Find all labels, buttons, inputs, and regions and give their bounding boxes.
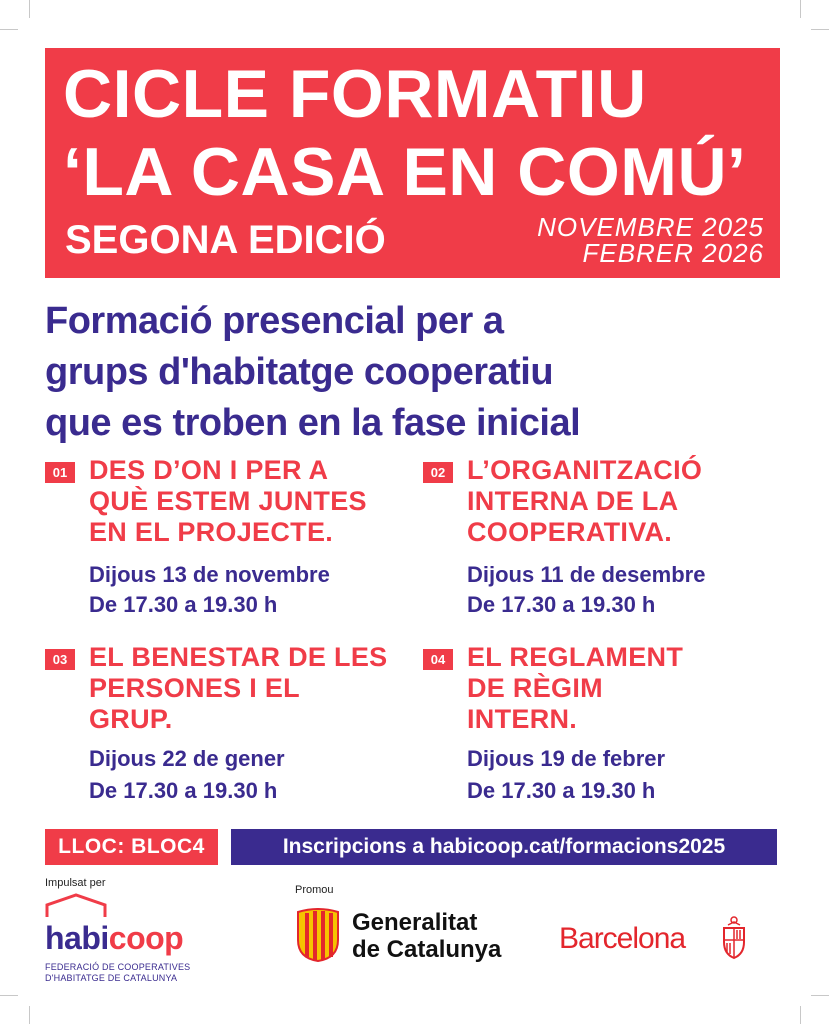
session-date: Dijous 22 de gener	[89, 746, 285, 771]
habicoop-tagline-line-2: D'HABITATGE DE CATALUNYA	[45, 973, 178, 983]
registration-link[interactable]: Inscripcions a habicoop.cat/formacions2025	[231, 829, 777, 865]
crop-mark	[0, 29, 18, 30]
session-date: Dijous 13 de novembre	[89, 562, 330, 587]
habicoop-logo-part1: habi	[45, 920, 109, 956]
barcelona-coat-of-arms-icon	[718, 916, 750, 960]
subtitle-line-3: que es troben en la fase inicial	[45, 402, 581, 444]
crop-mark	[811, 29, 829, 30]
edition-label: SEGONA EDICIÓ	[65, 218, 386, 262]
session-title: EL BENESTAR DE LES PERSONES I EL GRUP.	[89, 642, 388, 734]
crop-mark	[800, 0, 801, 18]
subtitle-line-1: Formació presencial per a	[45, 300, 504, 342]
habicoop-tagline	[45, 962, 190, 984]
subtitle	[45, 296, 785, 449]
session-number: 04	[423, 649, 453, 670]
crop-mark	[0, 995, 18, 996]
promou-label: Promou	[295, 884, 334, 896]
session-title: L’ORGANITZACIÓ INTERNA DE LA COOPERATIVA.	[467, 455, 703, 547]
crop-mark	[800, 1006, 801, 1024]
crop-mark	[29, 0, 30, 18]
session-date: Dijous 11 de desembre	[467, 562, 706, 587]
location-badge: LLOC: BLOC4	[45, 829, 218, 865]
generalitat-logo	[352, 909, 501, 963]
subtitle-line-2: grups d'habitatge cooperatiu	[45, 351, 554, 393]
house-roof-icon	[45, 893, 107, 919]
date-start: NOVEMBRE 2025	[537, 212, 764, 242]
session-number: 03	[45, 649, 75, 670]
impulsat-label: Impulsat per	[45, 877, 106, 889]
session-number: 02	[423, 462, 453, 483]
crop-mark	[29, 1006, 30, 1024]
session-time: De 17.30 a 19.30 h	[89, 592, 278, 617]
date-end: FEBRER 2026	[582, 238, 764, 268]
session-time: De 17.30 a 19.30 h	[89, 778, 278, 803]
habicoop-logo-part2: coop	[108, 920, 184, 956]
barcelona-logo: Barcelona	[559, 922, 686, 955]
session-number: 01	[45, 462, 75, 483]
habicoop-logo	[45, 920, 183, 956]
session-time: De 17.30 a 19.30 h	[467, 778, 656, 803]
generalitat-line-1: Generalitat	[352, 909, 478, 936]
generalitat-shield-icon	[296, 908, 340, 962]
session-title: DES D’ON I PER A QUÈ ESTEM JUNTES EN EL PROJECTE.	[89, 455, 367, 547]
session-time: De 17.30 a 19.30 h	[467, 592, 656, 617]
title-line-2: ‘LA CASA EN COMÚ’	[63, 134, 747, 210]
crop-mark	[811, 995, 829, 996]
header-banner	[45, 48, 780, 278]
title-line-1: CICLE FORMATIU	[63, 56, 647, 132]
session-title: EL REGLAMENT DE RÈGIM INTERN.	[467, 642, 684, 734]
date-range	[537, 214, 764, 266]
habicoop-tagline-line-1: FEDERACIÓ DE COOPERATIVES	[45, 962, 191, 972]
generalitat-line-2: de Catalunya	[352, 936, 502, 963]
session-date: Dijous 19 de febrer	[467, 746, 666, 771]
